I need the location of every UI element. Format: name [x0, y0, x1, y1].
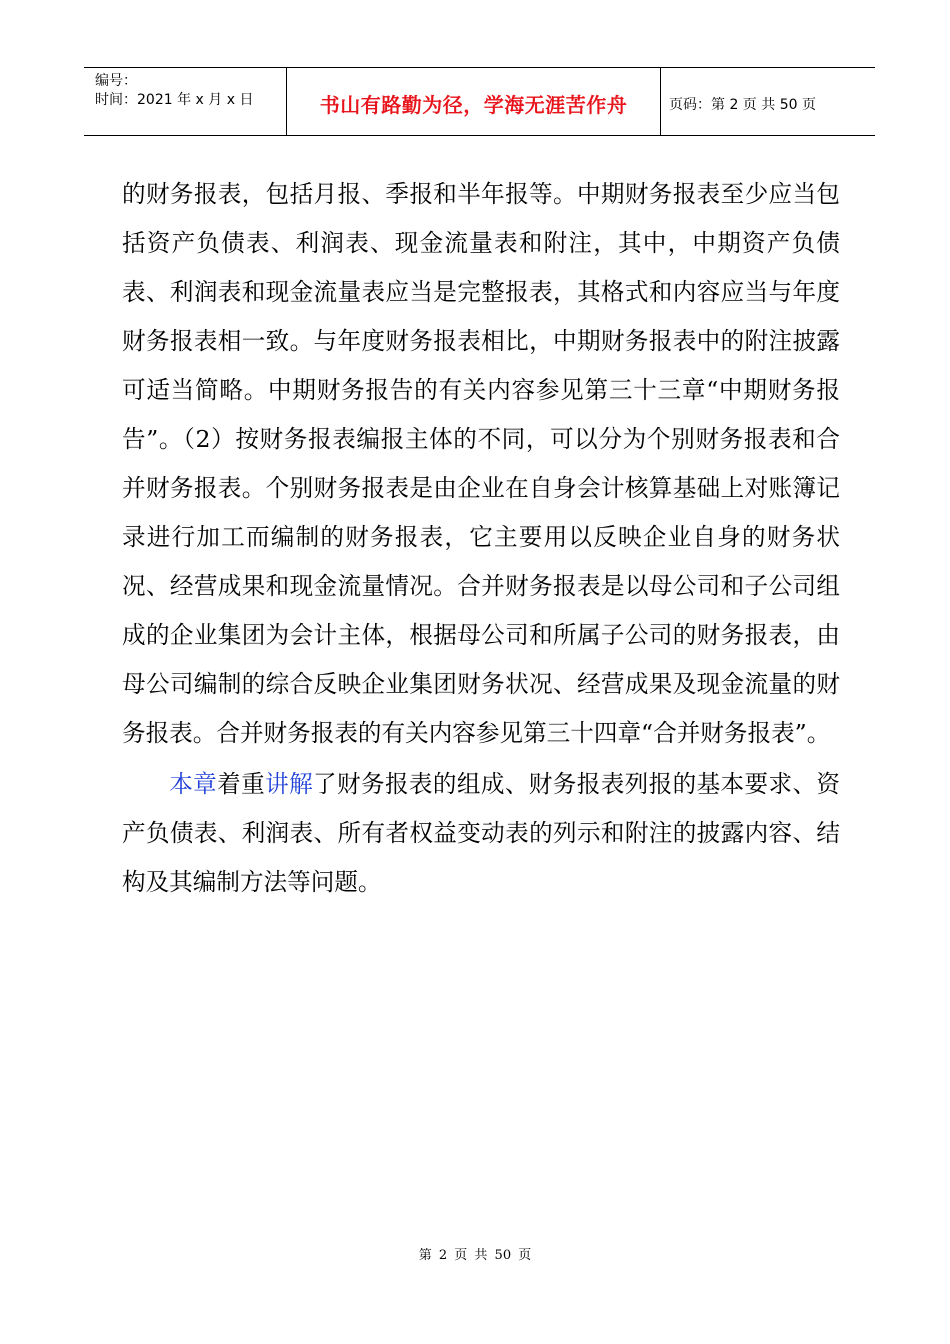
paragraph-2: [122, 760, 840, 907]
header-page-cell: [661, 68, 875, 135]
document-header: [84, 67, 875, 136]
page-code: 页码：第 2 页 共 50 页: [669, 96, 816, 113]
header-meta-cell: [84, 68, 287, 135]
paragraph-1: 的财务报表，包括月报、季报和半年报等。中期财务报表至少应当包括资产负债表、利润表、现金流量表和附注，其中，中期资产负债表、利润表和现金流量表应当是完整报表，其格式和内容应当与年度财务报表相一致。与年度财务报表相比，中期财务报表中的附注披露可适当简略。中期财务报告的有关内容参见第三十三章“中期财务报告”。（2）按财务报表编报主体的不同，可以分为个别财务报表和合并财务报表。个别财务报表是由企业在自身会计核算基础上对账簿记录进行加工而编制的财务报表，它主要用以反映企业自身的财务状况、经营成果和现金流量情况。合并财务报表是以母公司和子公司组成的企业集团为会计主体，根据母公司和所属子公司的财务报表，由母公司编制的综合反映企业集团财务状况、经营成果及现金流量的财务报表。合并财务报表的有关内容参见第三十四章“合并财务报表”。: [122, 180, 840, 747]
number-label: 编号：: [95, 73, 137, 89]
link-this-chapter[interactable]: 本章: [169, 770, 218, 798]
link-explain[interactable]: 讲解: [265, 770, 314, 798]
paragraph-2-text-1: 着重: [217, 770, 266, 798]
document-body: [122, 170, 840, 907]
page-footer: 第 2 页 共 50 页: [418, 1248, 532, 1263]
paragraph-2-text-2: 了财务报表的组成、财务报表列报的基本要求、资产负债表、利润表、所有者权益变动表的列示和附注的披露内容、结构及其编制方法等问题。: [122, 770, 841, 896]
date-label: 时间：2021 年 x 月 x 日: [95, 92, 254, 108]
motto-text: 书山有路勤为径，学海无涯苦作舟: [319, 93, 628, 117]
header-motto-cell: [287, 68, 661, 135]
